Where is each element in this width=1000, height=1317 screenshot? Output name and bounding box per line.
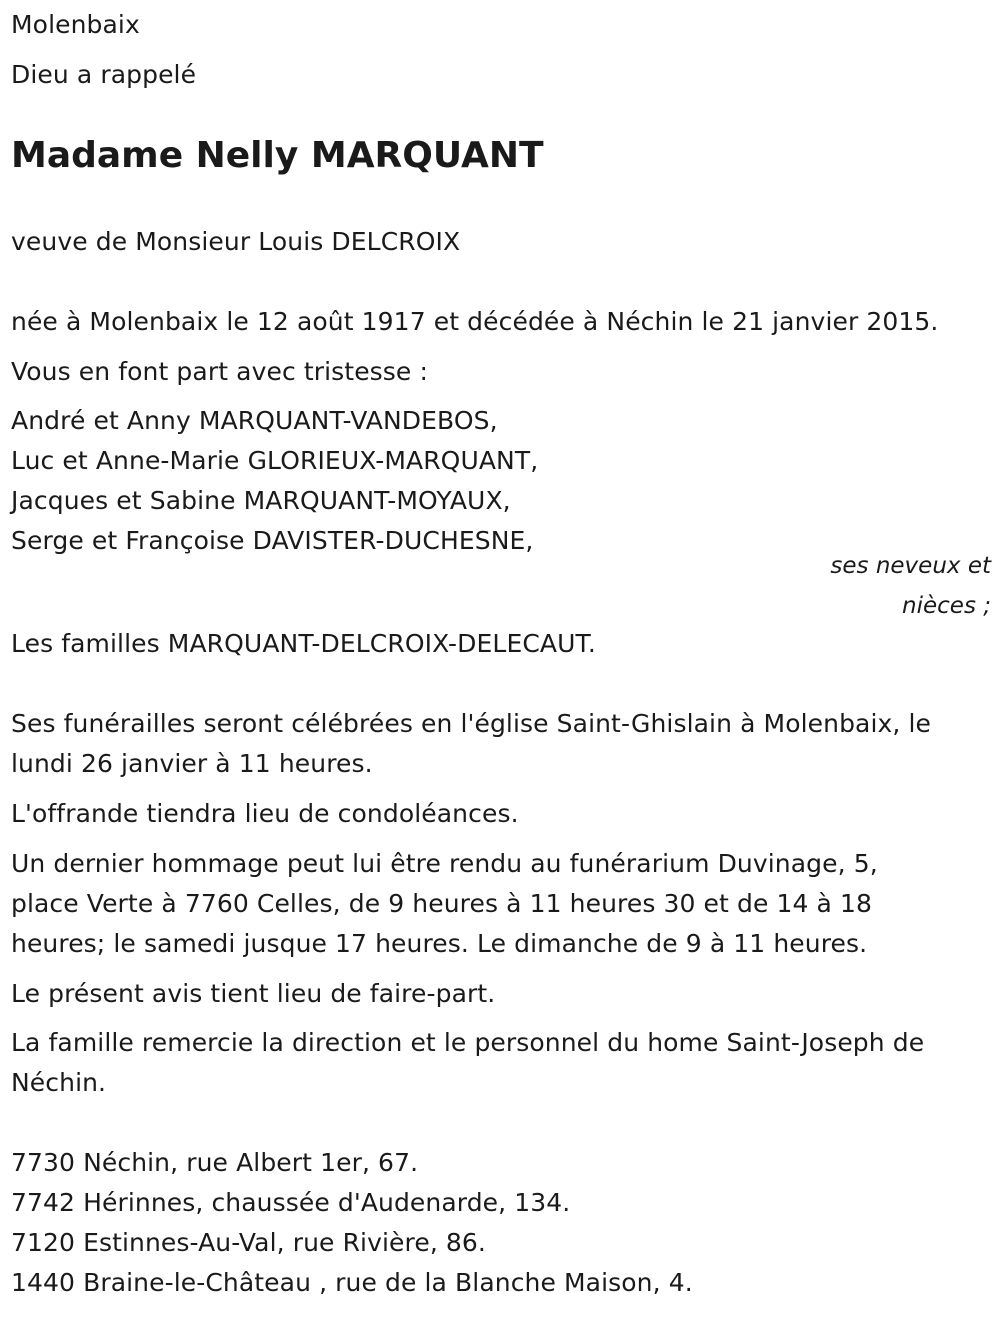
address-line: 7120 Estinnes-Au-Val, rue Rivière, 86. bbox=[11, 1228, 486, 1257]
family-member: Luc et Anne-Marie GLORIEUX-MARQUANT, bbox=[11, 446, 539, 475]
deceased-name: Madame Nelly MARQUANT bbox=[11, 135, 544, 176]
homage-line: place Verte à 7760 Celles, de 9 heures à 11 heures 30 et de 14 à 18 bbox=[11, 889, 873, 918]
place-name: Molenbaix bbox=[11, 10, 140, 39]
family-member: Serge et Françoise DAVISTER-DUCHESNE, bbox=[11, 526, 534, 555]
homage-line: heures; le samedi jusque 17 heures. Le dimanche de 9 à 11 heures. bbox=[11, 929, 868, 958]
relation-note: ses neveux et bbox=[830, 553, 991, 579]
funeral-line: lundi 26 janvier à 11 heures. bbox=[11, 749, 373, 778]
relation-note: nièces ; bbox=[902, 593, 991, 619]
intro-text: Dieu a rappelé bbox=[11, 60, 197, 89]
thanks-line: La famille remercie la direction et le personnel du home Saint-Joseph de bbox=[11, 1028, 925, 1057]
notice-line: Le présent avis tient lieu de faire-part. bbox=[11, 979, 496, 1008]
widow-of-line: veuve de Monsieur Louis DELCROIX bbox=[11, 227, 461, 256]
homage-line: Un dernier hommage peut lui être rendu au funérarium Duvinage, 5, bbox=[11, 849, 878, 878]
address-line: 1440 Braine-le-Château , rue de la Blanche Maison, 4. bbox=[11, 1268, 693, 1297]
birth-death-line: née à Molenbaix le 12 août 1917 et décédée à Néchin le 21 janvier 2015. bbox=[11, 307, 939, 336]
family-member: André et Anny MARQUANT-VANDEBOS, bbox=[11, 406, 498, 435]
announcement-intro: Vous en font part avec tristesse : bbox=[11, 357, 428, 386]
thanks-line: Néchin. bbox=[11, 1068, 107, 1097]
address-line: 7730 Néchin, rue Albert 1er, 67. bbox=[11, 1148, 419, 1177]
offering-line: L'offrande tiendra lieu de condoléances. bbox=[11, 799, 519, 828]
funeral-line: Ses funérailles seront célébrées en l'église Saint-Ghislain à Molenbaix, le bbox=[11, 709, 932, 738]
families-line: Les familles MARQUANT-DELCROIX-DELECAUT. bbox=[11, 629, 596, 658]
address-line: 7742 Hérinnes, chaussée d'Audenarde, 134. bbox=[11, 1188, 571, 1217]
family-member: Jacques et Sabine MARQUANT-MOYAUX, bbox=[11, 486, 511, 515]
